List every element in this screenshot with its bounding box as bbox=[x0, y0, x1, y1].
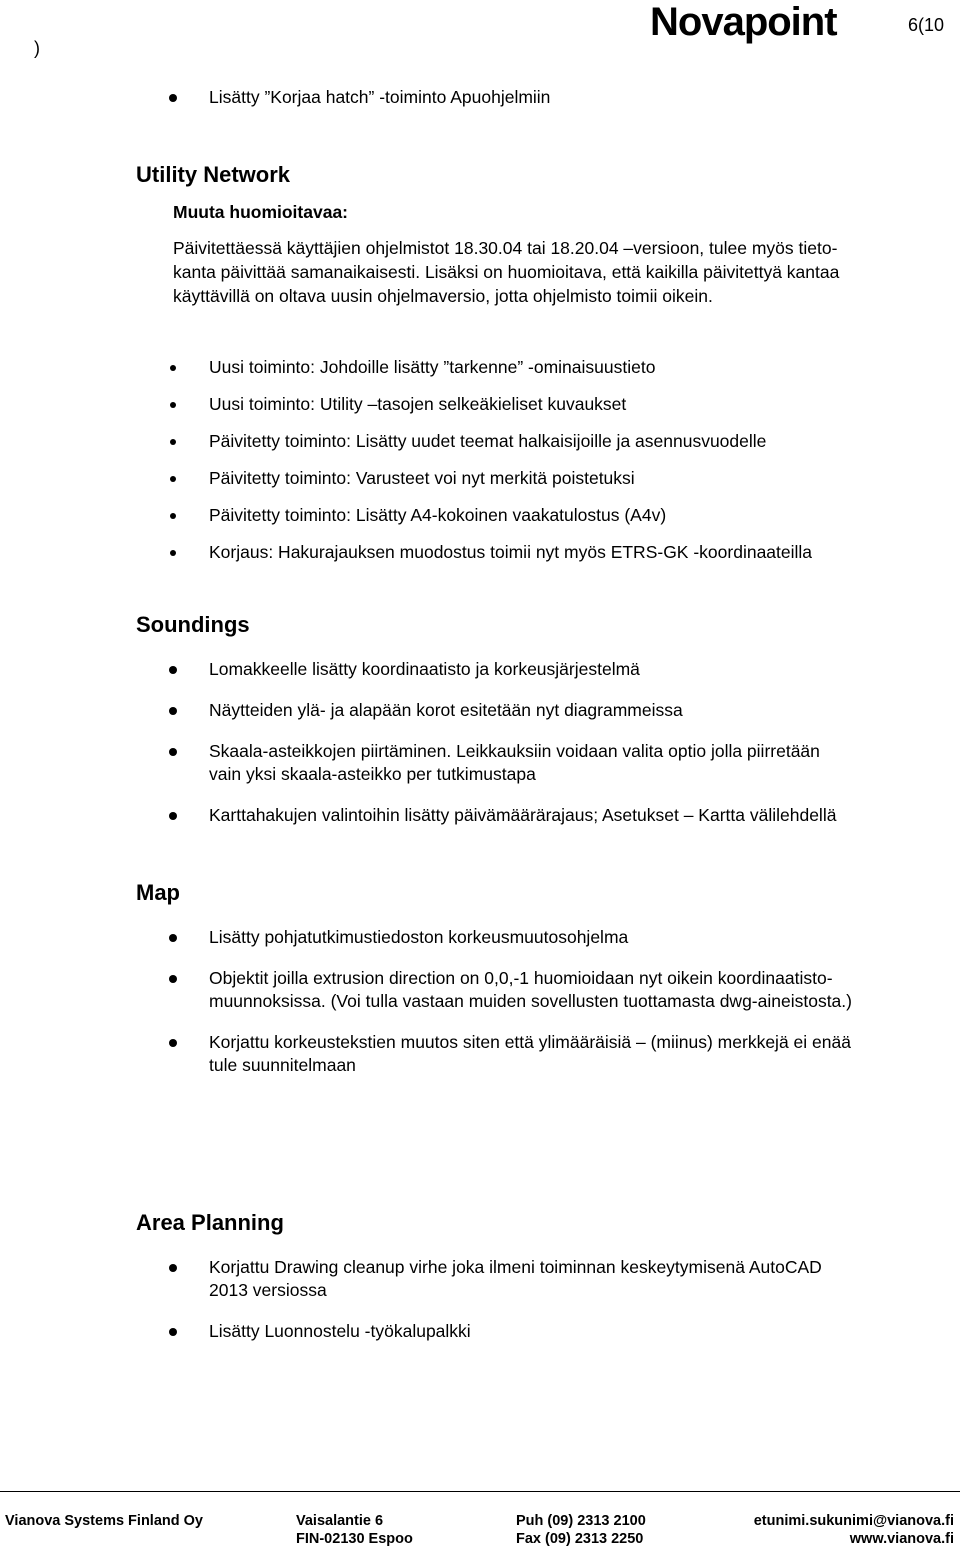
postal-address: FIN-02130 Espoo bbox=[296, 1531, 413, 1547]
list-item bbox=[172, 504, 958, 527]
page-number: 6(10 bbox=[908, 15, 945, 35]
section-heading-soundings: Soundings bbox=[136, 612, 250, 637]
list-item bbox=[172, 699, 958, 722]
email-address: etunimi.sukunimi@vianova.fi bbox=[753, 1513, 954, 1529]
list-item-text: Päivitetty toiminto: Varusteet voi nyt merkitä poistetuksi bbox=[209, 468, 635, 488]
list-item bbox=[172, 804, 958, 827]
street-address: Vaisalantie 6 bbox=[296, 1513, 384, 1529]
list-item bbox=[172, 541, 958, 564]
footer-divider bbox=[0, 1491, 960, 1492]
list-item-text: Lisätty ”Korjaa hatch” -toiminto Apuohjelmiin bbox=[209, 87, 551, 107]
list-item-text: muunnoksissa. (Voi tulla vastaan muiden sovellusten tuottamasta dwg-aineistosta.) bbox=[209, 991, 852, 1011]
list-item bbox=[172, 1256, 958, 1302]
subheading: Muuta huomioitavaa: bbox=[173, 202, 349, 222]
paragraph-line: käyttävillä on oltava uusin ohjelmaversio, jotta ohjelmisto toimii oikein. bbox=[173, 286, 713, 306]
list-item bbox=[172, 658, 958, 681]
list-item bbox=[172, 1031, 958, 1077]
list-item-text: Korjaus: Hakurajauksen muodostus toimii nyt myös ETRS-GK -koordinaateilla bbox=[209, 542, 813, 562]
footer-address bbox=[296, 1512, 413, 1548]
list-item-text: tule suunnitelmaan bbox=[209, 1055, 356, 1075]
list-item bbox=[172, 430, 958, 453]
list-item bbox=[172, 740, 958, 786]
list-item bbox=[172, 926, 958, 949]
list-item-text: Lomakkeelle lisätty koordinaatisto ja korkeusjärjestelmä bbox=[209, 659, 640, 679]
website: www.vianova.fi bbox=[849, 1531, 954, 1547]
list-item-text: Päivitetty toiminto: Lisätty uudet teemat halkaisijoille ja asennusvuodelle bbox=[209, 431, 767, 451]
section-heading-utility: Utility Network bbox=[136, 162, 291, 187]
footer-phone bbox=[516, 1512, 646, 1548]
paragraph-line: kanta päivittää samanaikaisesti. Lisäksi on huomioitava, että kaikilla päivitettyä kantaa bbox=[173, 262, 840, 282]
list-item-text: Skaala-asteikkojen piirtäminen. Leikkauksiin voidaan valita optio jolla piirretään bbox=[209, 741, 820, 761]
list-item-text: Lisätty pohjatutkimustiedoston korkeusmuutosohjelma bbox=[209, 927, 629, 947]
list-item-text: Korjattu korkeustekstien muutos siten että ylimääräisiä – (miinus) merkkejä ei enää bbox=[209, 1032, 851, 1052]
list-item bbox=[172, 86, 958, 109]
phone-number: Puh (09) 2313 2100 bbox=[516, 1513, 646, 1529]
list-item-text: Näytteiden ylä- ja alapään korot esitetään nyt diagrammeissa bbox=[209, 700, 683, 720]
company-name: Vianova Systems Finland Oy bbox=[5, 1513, 203, 1529]
list-item bbox=[172, 1320, 958, 1343]
novapoint-logo: Novapoint bbox=[650, 0, 837, 44]
header-paren: ) bbox=[34, 38, 40, 58]
section-heading-area-planning: Area Planning bbox=[136, 1210, 284, 1235]
list-item-text: Lisätty Luonnostelu -työkalupalkki bbox=[209, 1321, 471, 1341]
list-item-text: Korjattu Drawing cleanup virhe joka ilmeni toiminnan keskeytymisenä AutoCAD bbox=[209, 1257, 822, 1277]
footer-company bbox=[5, 1512, 203, 1530]
footer-contact bbox=[754, 1512, 954, 1548]
list-item bbox=[172, 356, 958, 379]
list-item bbox=[172, 393, 958, 416]
list-item-text: Objektit joilla extrusion direction on 0,0,-1 huomioidaan nyt oikein koordinaatisto- bbox=[209, 968, 833, 988]
list-item bbox=[172, 967, 958, 1013]
paragraph bbox=[173, 236, 958, 308]
section-heading-map: Map bbox=[136, 880, 180, 905]
list-item-text: Päivitetty toiminto: Lisätty A4-kokoinen vaakatulostus (A4v) bbox=[209, 505, 667, 525]
list-item-text: Karttahakujen valintoihin lisätty päivämäärärajaus; Asetukset – Kartta välilehdellä bbox=[209, 805, 837, 825]
list-item-text: Uusi toiminto: Johdoille lisätty ”tarkenne” -ominaisuustieto bbox=[209, 357, 656, 377]
list-item-text: 2013 versiossa bbox=[209, 1280, 327, 1300]
list-item bbox=[172, 467, 958, 490]
list-item-text: Uusi toiminto: Utility –tasojen selkeäkieliset kuvaukset bbox=[209, 394, 627, 414]
fax-number: Fax (09) 2313 2250 bbox=[516, 1531, 644, 1547]
list-item-text: vain yksi skaala-asteikko per tutkimustapa bbox=[209, 764, 536, 784]
paragraph-line: Päivitettäessä käyttäjien ohjelmistot 18.30.04 tai 18.20.04 –versioon, tulee myös tieto- bbox=[173, 238, 838, 258]
